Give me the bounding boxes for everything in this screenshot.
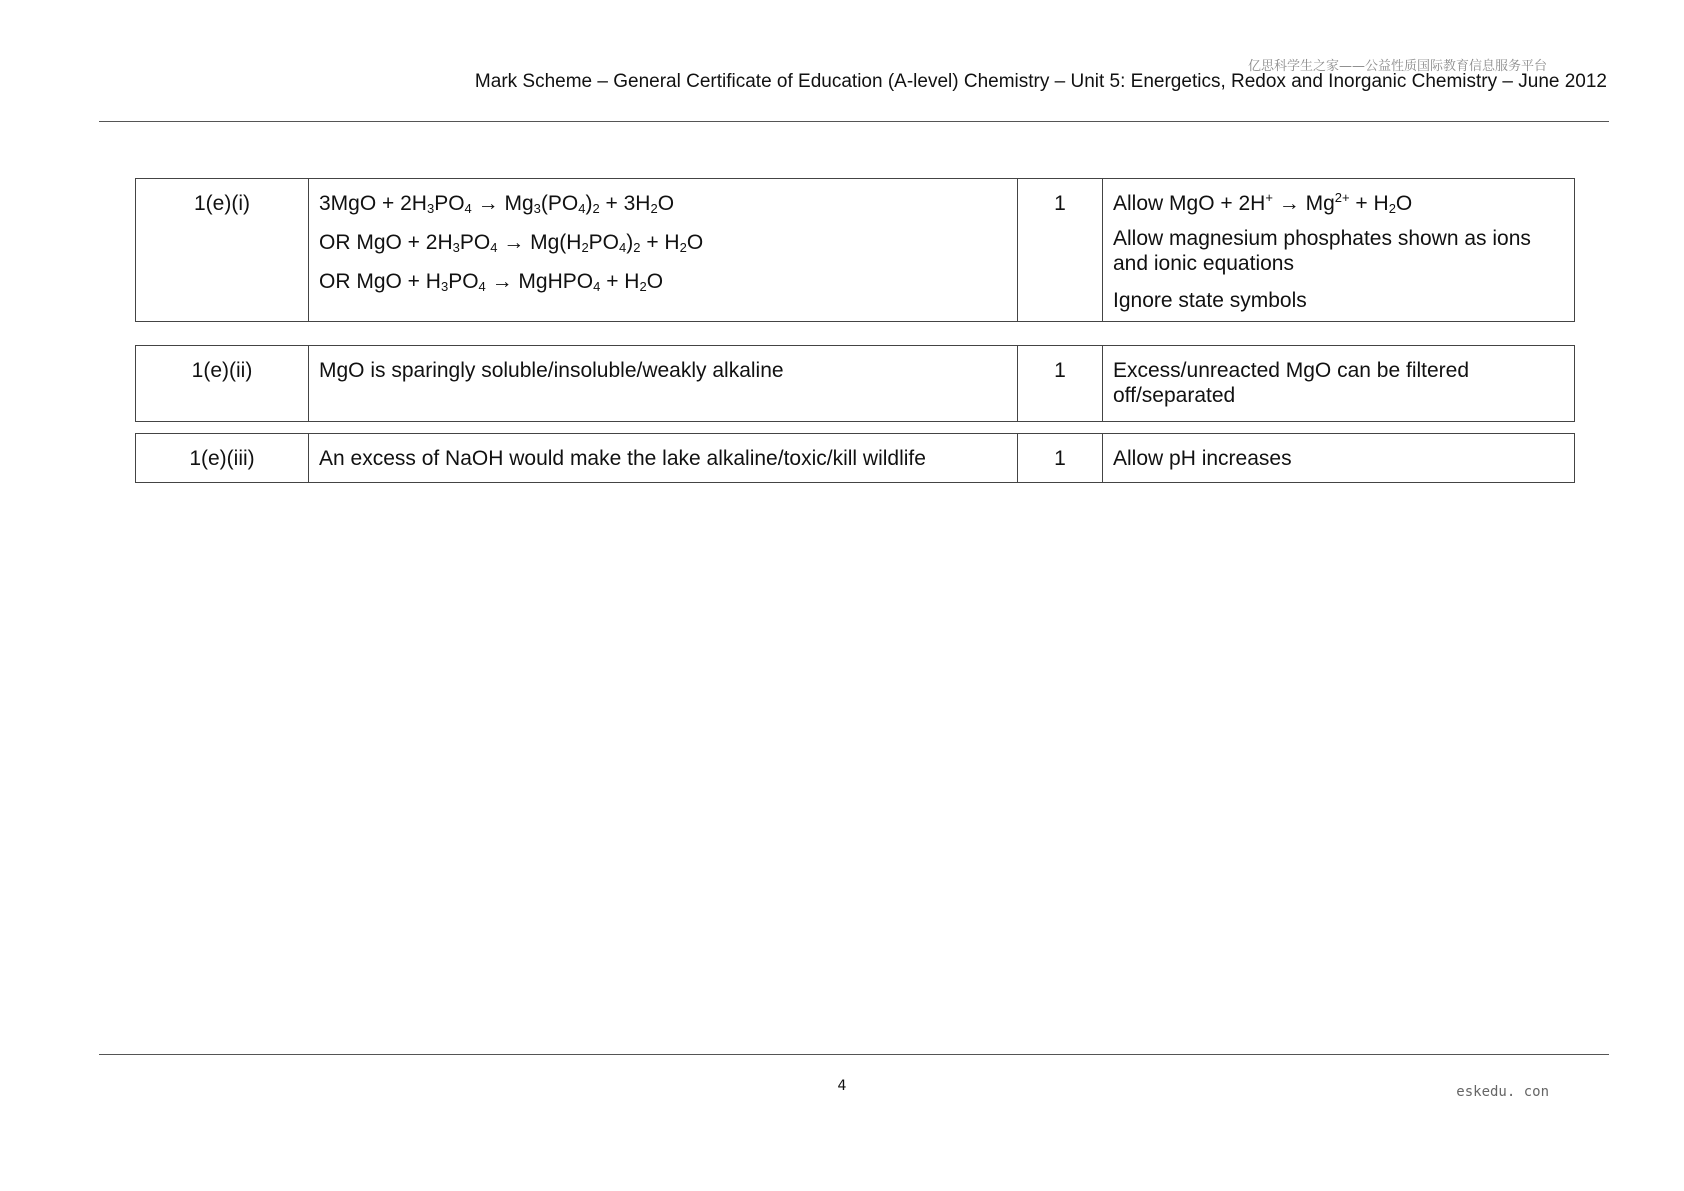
footer-divider [99, 1054, 1609, 1055]
watermark-text: 亿思科学生之家——公益性质国际教育信息服务平台 [1247, 59, 1547, 74]
mark-scheme-table-1eii [135, 345, 1575, 422]
question-number: 1(e)(ii) [136, 346, 309, 422]
comment-cell: Excess/unreacted MgO can be filtered off/separated [1103, 346, 1575, 422]
answer-cell: An excess of NaOH would make the lake alkaline/toxic/kill wildlife [309, 434, 1018, 483]
equation-line-1: $3MgO + 2H_3PO_4 \to Mg_3(PO_4)_2 + 3H_2O$ [319, 192, 675, 216]
comment-cell [1103, 179, 1575, 322]
mark-value: 1 [1018, 346, 1103, 422]
comment-line: Ignore state symbols [1113, 289, 1307, 312]
table-row [136, 346, 1575, 422]
comment-line: Allow magnesium phosphates shown as ions and ionic equations [1113, 227, 1531, 275]
footer-site-text: eskedu. con [1456, 1084, 1549, 1100]
mark-scheme-table-1ei [135, 178, 1575, 322]
equation-line-2: OR MgO + $2H_3PO_4 \to Mg(H_2PO_4)_2 + H_2O$ [319, 231, 704, 255]
question-number: 1(e)(i) [136, 179, 309, 322]
question-number: 1(e)(iii) [136, 434, 309, 483]
page-header-title: Mark Scheme – General Certificate of Education (A-level) Chemistry – Unit 5: Energetics, Redox and Inorganic Chemistry – June 2012 [474, 71, 1607, 92]
page-number: 4 [837, 1078, 847, 1094]
answer-cell: MgO is sparingly soluble/insoluble/weakly alkaline [309, 346, 1018, 422]
header-divider [99, 121, 1609, 122]
equation-line-3: OR MgO + $H_3PO_4$ → MgHPO$_4$ + $H_2O$ [319, 270, 664, 294]
answer-cell [309, 179, 1018, 322]
mark-value: 1 [1018, 434, 1103, 483]
table-row [136, 434, 1575, 483]
comment-equation: Allow MgO + $2H^+ \to Mg^{2+} + H_2O$ [1113, 190, 1413, 216]
table-row [136, 179, 1575, 322]
mark-scheme-table-1eiii [135, 433, 1575, 483]
mark-value: 1 [1018, 179, 1103, 322]
comment-cell: Allow pH increases [1103, 434, 1575, 483]
